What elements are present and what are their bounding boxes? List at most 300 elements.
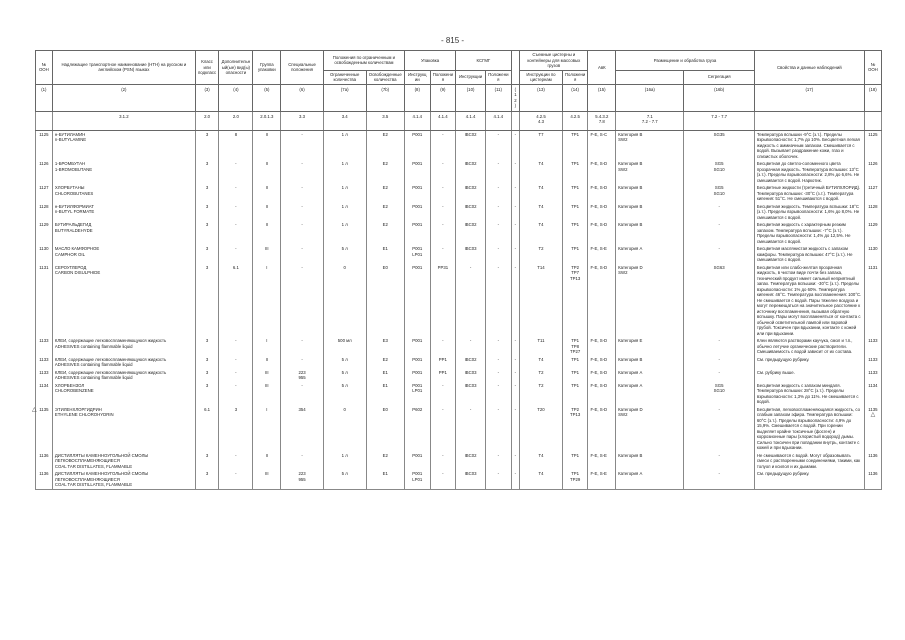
- cell-name: н-БУТИЛФОРМИАТ n-BUTYL FORMATE: [52, 203, 195, 222]
- cell-class: 3: [195, 356, 218, 369]
- column-reference: 2.0.1.3: [253, 111, 281, 130]
- cell-subsidiary-hazard: -: [219, 337, 253, 356]
- cell-tank-instruction: T4: [520, 356, 563, 369]
- column-number: (8): [404, 84, 430, 111]
- cell-packing-group: III: [253, 245, 281, 264]
- cell-tank-instruction: T7: [520, 130, 563, 160]
- cell-segregation: -: [684, 356, 754, 369]
- cell-un-number: 1133: [35, 337, 52, 356]
- column-number: (13): [520, 84, 563, 111]
- cell-col-12: -: [511, 337, 520, 356]
- column-reference: 3.4: [323, 111, 366, 130]
- cell-ems: F-E, S-D: [588, 337, 616, 356]
- table-row: [30, 452, 882, 471]
- cell-un-number-right: 1131: [864, 264, 881, 338]
- cell-subsidiary-hazard: -: [219, 245, 253, 264]
- cell-excepted-qty: E2: [366, 356, 404, 369]
- cell-subsidiary-hazard: -: [219, 452, 253, 471]
- cell-ems: F-E, S-D: [588, 203, 616, 222]
- revision-triangle-icon: △: [32, 406, 37, 413]
- cell-limited-qty: 0: [323, 406, 366, 452]
- cell-excepted-qty: E3: [366, 337, 404, 356]
- header-segregation: Сегрегация: [684, 70, 754, 84]
- cell-ibc-instruction: IBC03: [456, 470, 486, 489]
- column-reference: 3.5: [366, 111, 404, 130]
- cell-ibc-provision: -: [486, 245, 512, 264]
- cell-ibc-provision: -: [486, 452, 512, 471]
- cell-class: 3: [195, 203, 218, 222]
- cell-special-provisions: -: [281, 160, 324, 184]
- cell-ibc-instruction: IBC02: [456, 203, 486, 222]
- header-packing-group: Группа упаковки: [253, 51, 281, 85]
- cell-tank-instruction: T4: [520, 184, 563, 203]
- cell-properties: Бесцветная, легковоспламеняющаяся жидкость, со слабым запахом эфира. Температура вспышки: 60°C (з.т.). Пределы взрывоопасности: 4,9% до 15,9%. Смешивается с водой. При горении выделяет крайне токсичные (фосген) и коррозионные пары (хлористый водород) дымы. Сильно токсичен при попадании внутрь, контакте с кожей и при вдыхании.: [754, 406, 864, 452]
- cell-un-number: 1125: [35, 130, 52, 160]
- header-name: Надлежащее транспортное наименование (НТН) на русском и английском (PSN) языках: [52, 51, 195, 85]
- cell-un-number-right: 1128: [864, 203, 881, 222]
- column-reference: 7.2 - 7.7: [684, 111, 754, 130]
- cell-ibc-provision: -: [486, 264, 512, 338]
- cell-un-number-right: 1125: [864, 130, 881, 160]
- cell-ems: F-E, S-D: [588, 406, 616, 452]
- cell-ibc-provision: -: [486, 337, 512, 356]
- cell-stowage: Категория A: [616, 245, 684, 264]
- cell-segregation: -: [684, 452, 754, 471]
- cell-name: ДИСТИЛЛЯТЫ КАМЕННОУГОЛЬНОЙ СМОЛЫ ЛЕГКОВОСПЛАМЕНЯЮЩИЕСЯ COAL TAR DISTILLATES, FLAMMABLE: [52, 470, 195, 489]
- column-reference: 7.1 7.2 - 7.7: [616, 111, 684, 130]
- cell-tank-instruction: T4: [520, 203, 563, 222]
- cell-un-number: 1134: [35, 382, 52, 406]
- cell-limited-qty: 1 л: [323, 160, 366, 184]
- cell-un-number: 1127: [35, 184, 52, 203]
- cell-ems: F-E, S-C: [588, 130, 616, 160]
- cell-packing-instruction: P001 LP01: [404, 382, 430, 406]
- cell-special-provisions: 354: [281, 406, 324, 452]
- cell-class: 6.1: [195, 406, 218, 452]
- cell-packing-group: I: [253, 337, 281, 356]
- cell-stowage: Категория B: [616, 356, 684, 369]
- cell-tank-instruction: T20: [520, 406, 563, 452]
- cell-ems: F-E, S-D: [588, 382, 616, 406]
- header-ibc-instructions: Инструкции: [456, 70, 486, 84]
- table-row: [30, 203, 882, 222]
- cell-tank-provision: TP1: [562, 130, 588, 160]
- cell-un-number: 1133: [35, 356, 52, 369]
- cell-tank-instruction: T11: [520, 337, 563, 356]
- cell-properties: Бесцветная маслянистая жидкость с запахом камфоры. Температура вспышки: 47°C (з.т.). Не смешивается с водой.: [754, 245, 864, 264]
- cell-ibc-instruction: IBC02: [456, 160, 486, 184]
- cell-special-provisions: -: [281, 130, 324, 160]
- cell-name: КЛЕИ, содержащие легковоспламеняющуюся жидкость ADHESIVES containing flammable liquid: [52, 369, 195, 382]
- cell-subsidiary-hazard: -: [219, 221, 253, 245]
- header-limited-qty: Ограниченные количества: [323, 70, 366, 84]
- cell-un-number: 1129: [35, 221, 52, 245]
- cell-col-12: -: [511, 160, 520, 184]
- cell-segregation: -: [684, 470, 754, 489]
- header-excepted-qty: Освобожденные количества: [366, 70, 404, 84]
- cell-subsidiary-hazard: -: [219, 160, 253, 184]
- cell-properties: Не смешиваются с водой. Могут образовывать смеси с растворенными соединениями, такими, как толуол и ксилол и их дымами.: [754, 452, 864, 471]
- cell-tank-provision: TP1: [562, 245, 588, 264]
- cell-excepted-qty: E1: [366, 369, 404, 382]
- cell-stowage: Категория B: [616, 203, 684, 222]
- cell-limited-qty: 0: [323, 264, 366, 338]
- cell-un-number: 1136: [35, 452, 52, 471]
- header-tank-provisions: Положения: [562, 70, 588, 84]
- cell-class: 3: [195, 264, 218, 338]
- cell-stowage: Категория E: [616, 337, 684, 356]
- cell-packing-group: II: [253, 160, 281, 184]
- header-ems: АвК: [588, 51, 616, 85]
- cell-subsidiary-hazard: -: [219, 369, 253, 382]
- table-row: [30, 221, 882, 245]
- cell-tank-instruction: T2: [520, 245, 563, 264]
- cell-col-12: -: [511, 452, 520, 471]
- cell-limited-qty: 5 л: [323, 369, 366, 382]
- cell-segregation: SG63: [684, 264, 754, 338]
- cell-segregation: SG5 SG10: [684, 160, 754, 184]
- cell-special-provisions: -: [281, 356, 324, 369]
- column-reference: 3.1.2: [52, 111, 195, 130]
- cell-name: ЭТИЛЕНХЛОРГИДРИН ETHYLENE CHLOROHYDRIN: [52, 406, 195, 452]
- cell-packing-provision: -: [430, 452, 456, 471]
- column-number: (7a): [323, 84, 366, 111]
- header-stowage: Размещение и обработка груза: [616, 51, 755, 71]
- column-reference: 4.1.4: [486, 111, 512, 130]
- cell-ibc-instruction: IBC03: [456, 369, 486, 382]
- cell-tank-provision: TP1 TP29: [562, 470, 588, 489]
- cell-segregation: -: [684, 337, 754, 356]
- cell-ems: F-E, S-D: [588, 356, 616, 369]
- cell-limited-qty: 500 мл: [323, 337, 366, 356]
- cell-stowage: Категория D SW2: [616, 264, 684, 338]
- cell-name: 1-БРОМБУТАН 1-BROMOBUTANE: [52, 160, 195, 184]
- column-number: (1): [35, 84, 52, 111]
- cell-packing-group: III: [253, 470, 281, 489]
- cell-ibc-instruction: IBC02: [456, 130, 486, 160]
- cell-packing-provision: PP1: [430, 356, 456, 369]
- cell-class: 3: [195, 337, 218, 356]
- cell-special-provisions: -: [281, 203, 324, 222]
- table-row: [30, 406, 882, 452]
- cell-ibc-provision: -: [486, 369, 512, 382]
- cell-class: 3: [195, 452, 218, 471]
- cell-packing-provision: PP31: [430, 264, 456, 338]
- header-col-12: [511, 51, 520, 85]
- cell-packing-instruction: P001: [404, 160, 430, 184]
- cell-packing-instruction: P001: [404, 356, 430, 369]
- cell-limited-qty: 1 л: [323, 221, 366, 245]
- cell-special-provisions: -: [281, 337, 324, 356]
- cell-limited-qty: 5 л: [323, 382, 366, 406]
- cell-packing-instruction: P001: [404, 337, 430, 356]
- cell-packing-provision: -: [430, 160, 456, 184]
- cell-packing-group: III: [253, 369, 281, 382]
- column-number: (6): [281, 84, 324, 111]
- cell-packing-provision: -: [430, 203, 456, 222]
- cell-special-provisions: -: [281, 245, 324, 264]
- cell-packing-group: II: [253, 203, 281, 222]
- column-reference: 2.0: [219, 111, 253, 130]
- cell-segregation: SG5 SG10: [684, 382, 754, 406]
- cell-class: 3: [195, 382, 218, 406]
- cell-stowage: Категория A: [616, 369, 684, 382]
- column-reference: [864, 111, 881, 130]
- header-stowage-handling: [616, 70, 684, 84]
- cell-un-number-right: 1126: [864, 160, 881, 184]
- cell-limited-qty: 5 л: [323, 470, 366, 489]
- cell-tank-provision: TP1: [562, 160, 588, 184]
- cell-excepted-qty: E2: [366, 184, 404, 203]
- cell-name: ДИСТИЛЛЯТЫ КАМЕННОУГОЛЬНОЙ СМОЛЫ ЛЕГКОВОСПЛАМЕНЯЮЩИЕСЯ COAL TAR DISTILLATES, FLAMMABLE: [52, 452, 195, 471]
- column-reference: [754, 111, 864, 130]
- cell-ems: F-E, S-E: [588, 470, 616, 489]
- cell-ibc-provision: -: [486, 160, 512, 184]
- cell-col-12: -: [511, 356, 520, 369]
- cell-special-provisions: 223 955: [281, 470, 324, 489]
- column-number: (4): [219, 84, 253, 111]
- table-row: [30, 337, 882, 356]
- cell-segregation: -: [684, 369, 754, 382]
- cell-properties: Бесцветная жидкость. Температура вспышки: 18°C (з.т.). Пределы взрывоопасности: 1,6% до 8,0%. Не смешивается с водой.: [754, 203, 864, 222]
- cell-limited-qty: 1 л: [323, 203, 366, 222]
- cell-un-number-right: 1134: [864, 382, 881, 406]
- cell-subsidiary-hazard: 8: [219, 130, 253, 160]
- cell-packing-provision: PP1: [430, 369, 456, 382]
- cell-tank-provision: TP1: [562, 221, 588, 245]
- column-number: (10): [456, 84, 486, 111]
- cell-tank-instruction: T14: [520, 264, 563, 338]
- header-subsidiary-hazard: Дополнительный(ые) вид(ы) опасности: [219, 51, 253, 85]
- cell-packing-group: I: [253, 264, 281, 338]
- cell-un-number-right: 1133: [864, 356, 881, 369]
- cell-properties: Бесцветная жидкость с характерным резким запахом. Температура вспышки: -7°C (з.т.). Пределы взрывоопасности: 1,4% до 12,5%. Не смешивается с водой.: [754, 221, 864, 245]
- table-row: [30, 245, 882, 264]
- cell-name: МАСЛО КАМФОРНОЕ CAMPHOR OIL: [52, 245, 195, 264]
- cell-ibc-provision: -: [486, 221, 512, 245]
- cell-ems: F-E, S-D: [588, 221, 616, 245]
- cell-special-provisions: -: [281, 264, 324, 338]
- cell-ibc-provision: -: [486, 184, 512, 203]
- table-row: [30, 369, 882, 382]
- header-tank-instructions: Инструкции по цистернам: [520, 70, 563, 84]
- table-row: [30, 356, 882, 369]
- column-reference: [511, 111, 520, 130]
- cell-name: н-БУТИЛАМИН n-BUTYLAMINE: [52, 130, 195, 160]
- cell-tank-provision: TP1: [562, 382, 588, 406]
- cell-limited-qty: 5 л: [323, 356, 366, 369]
- cell-col-12: -: [511, 203, 520, 222]
- cell-special-provisions: -: [281, 382, 324, 406]
- cell-un-number: 1136: [35, 470, 52, 489]
- column-reference: 3.3: [281, 111, 324, 130]
- cell-tank-provision: TP1: [562, 356, 588, 369]
- cell-segregation: SG35: [684, 130, 754, 160]
- cell-limited-qty: 1 л: [323, 452, 366, 471]
- cell-stowage: Категория B: [616, 221, 684, 245]
- column-reference: 2.0: [195, 111, 218, 130]
- cell-packing-instruction: P001: [404, 221, 430, 245]
- cell-un-number-right: 1130: [864, 245, 881, 264]
- cell-packing-instruction: P001: [404, 264, 430, 338]
- cell-tank-provision: TP1 TP8 TP27: [562, 337, 588, 356]
- cell-excepted-qty: E1: [366, 470, 404, 489]
- column-reference: 4.1.4: [430, 111, 456, 130]
- cell-class: 3: [195, 221, 218, 245]
- header-un-no-right: № ООН: [864, 51, 881, 85]
- cell-packing-provision: -: [430, 184, 456, 203]
- cell-packing-instruction: P001: [404, 184, 430, 203]
- header-packaging-instructions: Инструкции: [404, 70, 430, 84]
- column-reference: 4.1.4: [456, 111, 486, 130]
- cell-col-12: -: [511, 369, 520, 382]
- cell-col-12: -: [511, 245, 520, 264]
- cell-tank-instruction: T2: [520, 369, 563, 382]
- cell-ibc-instruction: -: [456, 264, 486, 338]
- column-reference: 4.2.5 4.3: [520, 111, 563, 130]
- cell-ems: F-E, S-D: [588, 160, 616, 184]
- cell-un-number-right: 1129: [864, 221, 881, 245]
- cell-name: БУТИРАЛЬДЕГИД BUTYRALDEHYDE: [52, 221, 195, 245]
- cell-col-12: -: [511, 221, 520, 245]
- cell-ibc-instruction: IBC02: [456, 221, 486, 245]
- column-reference: 4.1.4: [404, 111, 430, 130]
- cell-tank-provision: TP2 TP13: [562, 406, 588, 452]
- column-reference: [35, 111, 52, 130]
- cell-special-provisions: 223 955: [281, 369, 324, 382]
- cell-segregation: -: [684, 245, 754, 264]
- cell-packing-provision: -: [430, 245, 456, 264]
- cell-limited-qty: 1 л: [323, 130, 366, 160]
- cell-packing-provision: -: [430, 406, 456, 452]
- cell-excepted-qty: E2: [366, 130, 404, 160]
- cell-class: 3: [195, 160, 218, 184]
- cell-excepted-qty: E1: [366, 245, 404, 264]
- page-number: - 815 -: [440, 36, 465, 45]
- cell-segregation: SG5 SG10: [684, 184, 754, 203]
- cell-excepted-qty: E2: [366, 221, 404, 245]
- cell-ibc-instruction: IBC03: [456, 245, 486, 264]
- cell-subsidiary-hazard: 6.1: [219, 264, 253, 338]
- cell-ems: F-E, S-D: [588, 264, 616, 338]
- cell-un-number: 1135: [35, 406, 52, 452]
- cell-stowage: Категория A: [616, 382, 684, 406]
- cell-packing-group: II: [253, 130, 281, 160]
- cell-class: 3: [195, 369, 218, 382]
- column-number-row: [30, 84, 882, 111]
- cell-subsidiary-hazard: -: [219, 184, 253, 203]
- cell-un-number-right: 1136: [864, 470, 881, 489]
- cell-un-number: 1128: [35, 203, 52, 222]
- cell-special-provisions: -: [281, 452, 324, 471]
- cell-packing-provision: -: [430, 221, 456, 245]
- cell-class: 3: [195, 245, 218, 264]
- cell-properties: Клеи являются растворами каучука, смол и т.п., обычно летучие органические растворители. Смешиваемость с водой зависит от их состава.: [754, 337, 864, 356]
- cell-ibc-provision: -: [486, 406, 512, 452]
- cell-tank-provision: TP1: [562, 369, 588, 382]
- cell-special-provisions: -: [281, 221, 324, 245]
- cell-packing-instruction: P602: [404, 406, 430, 452]
- cell-class: 3: [195, 184, 218, 203]
- column-number: (7b): [366, 84, 404, 111]
- cell-ibc-provision: -: [486, 356, 512, 369]
- cell-tank-provision: TP1: [562, 452, 588, 471]
- cell-excepted-qty: E0: [366, 406, 404, 452]
- cell-properties: Бесцветные жидкости (третичный БУТИЛХЛОРИД). Температура вспышки: -30°C (з.т.). Температура кипения: 51°C. Не смешиваются с водой.: [754, 184, 864, 203]
- column-number: (2): [52, 84, 195, 111]
- column-number: (11): [486, 84, 512, 111]
- cell-ibc-instruction: IBC03: [456, 382, 486, 406]
- cell-stowage: Категория B: [616, 184, 684, 203]
- cell-packing-provision: -: [430, 130, 456, 160]
- cell-stowage: Категория B SW2: [616, 160, 684, 184]
- cell-col-12: -: [511, 130, 520, 160]
- column-reference: 5.4.3.2 7.8: [588, 111, 616, 130]
- column-number: (14): [562, 84, 588, 111]
- cell-packing-provision: -: [430, 382, 456, 406]
- table-row: [30, 160, 882, 184]
- cell-limited-qty: 1 л: [323, 184, 366, 203]
- cell-un-number-right: 1133: [864, 337, 881, 356]
- cell-properties: См. предыдущую рубрику.: [754, 356, 864, 369]
- header-packaging-provisions: Положения: [430, 70, 456, 84]
- cell-tank-provision: TP1: [562, 203, 588, 222]
- cell-properties: Температура вспышки -9°C (з.т.). Пределы взрывоопасности: 1,7% до 10%. Бесцветная легкая жидкость с аммиачным запахом. Смешивается с водой. Вызывает раздражение кожи, глаз и слизистых оболочек.: [754, 130, 864, 160]
- table-row: [30, 184, 882, 203]
- cell-subsidiary-hazard: -: [219, 382, 253, 406]
- cell-excepted-qty: E1: [366, 382, 404, 406]
- cell-ems: F-E, S-D: [588, 184, 616, 203]
- dangerous-goods-table: [30, 50, 882, 490]
- column-number: (5): [253, 84, 281, 111]
- header-class: Класс или подкласс: [195, 51, 218, 85]
- header-ibc-provisions: Положения: [486, 70, 512, 84]
- column-reference: 4.2.5: [562, 111, 588, 130]
- cell-ibc-provision: -: [486, 470, 512, 489]
- cell-col-12: -: [511, 470, 520, 489]
- cell-packing-group: I: [253, 406, 281, 452]
- cell-packing-group: III: [253, 382, 281, 406]
- cell-col-12: -: [511, 382, 520, 406]
- cell-packing-instruction: P001: [404, 203, 430, 222]
- cell-packing-instruction: P001: [404, 130, 430, 160]
- column-number: (3): [195, 84, 218, 111]
- header-limited-excepted: Положения по ограниченным и освобожденным количествам: [323, 51, 404, 71]
- cell-packing-group: II: [253, 221, 281, 245]
- cell-stowage: Категория A: [616, 470, 684, 489]
- cell-tank-provision: TP2 TP7 TP13: [562, 264, 588, 338]
- cell-ibc-instruction: -: [456, 406, 486, 452]
- column-number: (15): [588, 84, 616, 111]
- cell-packing-group: II: [253, 452, 281, 471]
- cell-tank-instruction: T4: [520, 470, 563, 489]
- column-number: (18): [864, 84, 881, 111]
- header-packaging: Упаковка: [404, 51, 455, 71]
- cell-excepted-qty: E2: [366, 452, 404, 471]
- cell-un-number: 1126: [35, 160, 52, 184]
- cell-un-number-right: 1133: [864, 369, 881, 382]
- column-reference-row: [30, 111, 882, 130]
- cell-un-number: 1133: [35, 369, 52, 382]
- cell-packing-instruction: P001 LP01: [404, 470, 430, 489]
- cell-segregation: -: [684, 221, 754, 245]
- cell-tank-instruction: T4: [520, 160, 563, 184]
- cell-un-number-right: 1135 △: [864, 406, 881, 452]
- cell-name: СЕРОУГЛЕРОД CARBON DISULPHIDE: [52, 264, 195, 338]
- cell-special-provisions: -: [281, 184, 324, 203]
- table-row: [30, 470, 882, 489]
- cell-un-number: 1131: [35, 264, 52, 338]
